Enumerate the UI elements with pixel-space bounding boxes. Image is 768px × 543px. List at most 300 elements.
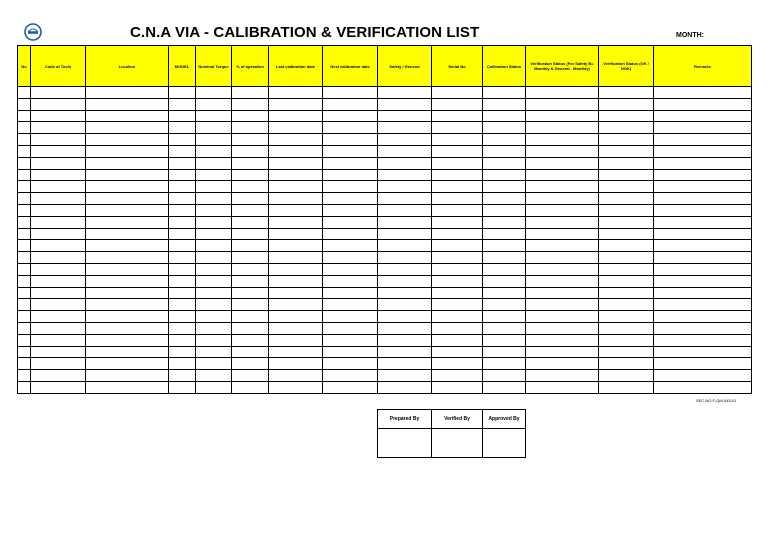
table-cell[interactable] (86, 275, 169, 287)
table-cell[interactable] (169, 122, 196, 134)
table-cell[interactable] (169, 157, 196, 169)
table-cell[interactable] (526, 299, 599, 311)
table-cell[interactable] (432, 228, 483, 240)
table-cell[interactable] (86, 287, 169, 299)
table-cell[interactable] (169, 275, 196, 287)
table-cell[interactable] (432, 263, 483, 275)
table-cell[interactable] (526, 370, 599, 382)
table-cell[interactable] (483, 240, 526, 252)
table-cell[interactable] (18, 252, 31, 264)
table-cell[interactable] (86, 311, 169, 323)
table-cell[interactable] (269, 204, 323, 216)
table-cell[interactable] (86, 87, 169, 99)
table-cell[interactable] (31, 193, 86, 205)
table-cell[interactable] (269, 216, 323, 228)
table-cell[interactable] (86, 134, 169, 146)
table-cell[interactable] (483, 134, 526, 146)
table-cell[interactable] (323, 216, 378, 228)
table-cell[interactable] (196, 98, 232, 110)
table-cell[interactable] (169, 216, 196, 228)
table-cell[interactable] (232, 216, 269, 228)
table-cell[interactable] (654, 346, 752, 358)
table-cell[interactable] (599, 204, 654, 216)
table-cell[interactable] (86, 204, 169, 216)
table-cell[interactable] (654, 98, 752, 110)
table-cell[interactable] (432, 193, 483, 205)
table-cell[interactable] (599, 275, 654, 287)
table-cell[interactable] (599, 228, 654, 240)
table-cell[interactable] (432, 122, 483, 134)
table-cell[interactable] (18, 358, 31, 370)
table-cell[interactable] (86, 299, 169, 311)
table-cell[interactable] (654, 287, 752, 299)
table-cell[interactable] (31, 299, 86, 311)
table-cell[interactable] (269, 311, 323, 323)
table-cell[interactable] (86, 193, 169, 205)
table-cell[interactable] (599, 346, 654, 358)
table-cell[interactable] (526, 381, 599, 393)
table-cell[interactable] (378, 240, 432, 252)
table-cell[interactable] (599, 110, 654, 122)
table-cell[interactable] (323, 311, 378, 323)
table-cell[interactable] (169, 98, 196, 110)
table-cell[interactable] (86, 110, 169, 122)
table-cell[interactable] (599, 252, 654, 264)
table-cell[interactable] (269, 358, 323, 370)
table-cell[interactable] (323, 87, 378, 99)
table-cell[interactable] (323, 145, 378, 157)
table-cell[interactable] (269, 287, 323, 299)
table-cell[interactable] (232, 263, 269, 275)
table-cell[interactable] (432, 381, 483, 393)
table-cell[interactable] (86, 334, 169, 346)
table-cell[interactable] (269, 275, 323, 287)
table-cell[interactable] (323, 204, 378, 216)
table-cell[interactable] (432, 98, 483, 110)
table-cell[interactable] (654, 134, 752, 146)
table-cell[interactable] (432, 181, 483, 193)
table-cell[interactable] (526, 169, 599, 181)
table-cell[interactable] (31, 169, 86, 181)
table-cell[interactable] (323, 381, 378, 393)
table-cell[interactable] (18, 98, 31, 110)
table-cell[interactable] (269, 157, 323, 169)
table-cell[interactable] (86, 322, 169, 334)
table-cell[interactable] (483, 87, 526, 99)
table-cell[interactable] (654, 263, 752, 275)
table-cell[interactable] (599, 358, 654, 370)
table-cell[interactable] (378, 181, 432, 193)
table-cell[interactable] (483, 169, 526, 181)
table-cell[interactable] (599, 287, 654, 299)
table-cell[interactable] (31, 204, 86, 216)
table-cell[interactable] (169, 181, 196, 193)
table-cell[interactable] (323, 134, 378, 146)
table-cell[interactable] (31, 181, 86, 193)
table-cell[interactable] (18, 287, 31, 299)
table-cell[interactable] (323, 240, 378, 252)
table-cell[interactable] (196, 311, 232, 323)
table-cell[interactable] (269, 228, 323, 240)
table-cell[interactable] (86, 169, 169, 181)
table-cell[interactable] (599, 370, 654, 382)
table-cell[interactable] (269, 134, 323, 146)
table-cell[interactable] (86, 381, 169, 393)
table-cell[interactable] (378, 287, 432, 299)
table-cell[interactable] (86, 358, 169, 370)
table-cell[interactable] (196, 334, 232, 346)
table-cell[interactable] (378, 145, 432, 157)
table-cell[interactable] (269, 299, 323, 311)
table-cell[interactable] (599, 322, 654, 334)
table-cell[interactable] (483, 157, 526, 169)
table-cell[interactable] (483, 110, 526, 122)
table-cell[interactable] (526, 228, 599, 240)
table-cell[interactable] (232, 275, 269, 287)
table-cell[interactable] (483, 322, 526, 334)
table-cell[interactable] (196, 204, 232, 216)
table-cell[interactable] (323, 193, 378, 205)
table-cell[interactable] (169, 370, 196, 382)
table-cell[interactable] (654, 311, 752, 323)
table-cell[interactable] (18, 145, 31, 157)
table-cell[interactable] (18, 263, 31, 275)
table-cell[interactable] (169, 252, 196, 264)
table-cell[interactable] (378, 334, 432, 346)
table-cell[interactable] (269, 110, 323, 122)
table-cell[interactable] (483, 204, 526, 216)
table-cell[interactable] (169, 311, 196, 323)
table-cell[interactable] (31, 216, 86, 228)
table-cell[interactable] (432, 87, 483, 99)
table-cell[interactable] (232, 169, 269, 181)
table-cell[interactable] (323, 228, 378, 240)
table-cell[interactable] (196, 87, 232, 99)
table-cell[interactable] (654, 275, 752, 287)
table-cell[interactable] (378, 122, 432, 134)
table-cell[interactable] (432, 299, 483, 311)
table-cell[interactable] (654, 122, 752, 134)
table-cell[interactable] (18, 110, 31, 122)
prepared-by-signature-cell[interactable] (378, 429, 432, 458)
table-cell[interactable] (169, 334, 196, 346)
table-cell[interactable] (196, 381, 232, 393)
table-cell[interactable] (599, 98, 654, 110)
table-cell[interactable] (654, 204, 752, 216)
table-cell[interactable] (18, 228, 31, 240)
table-cell[interactable] (169, 346, 196, 358)
table-cell[interactable] (526, 110, 599, 122)
table-cell[interactable] (323, 287, 378, 299)
table-cell[interactable] (378, 87, 432, 99)
table-cell[interactable] (269, 322, 323, 334)
table-cell[interactable] (31, 98, 86, 110)
table-cell[interactable] (599, 381, 654, 393)
table-cell[interactable] (232, 134, 269, 146)
table-cell[interactable] (196, 287, 232, 299)
table-cell[interactable] (18, 346, 31, 358)
table-cell[interactable] (378, 193, 432, 205)
table-cell[interactable] (526, 134, 599, 146)
table-cell[interactable] (378, 98, 432, 110)
table-cell[interactable] (378, 134, 432, 146)
table-cell[interactable] (169, 193, 196, 205)
table-cell[interactable] (269, 381, 323, 393)
table-cell[interactable] (599, 334, 654, 346)
table-cell[interactable] (654, 157, 752, 169)
table-cell[interactable] (654, 87, 752, 99)
table-cell[interactable] (654, 252, 752, 264)
table-cell[interactable] (432, 370, 483, 382)
table-cell[interactable] (654, 240, 752, 252)
table-cell[interactable] (526, 240, 599, 252)
table-cell[interactable] (232, 381, 269, 393)
table-cell[interactable] (86, 98, 169, 110)
table-cell[interactable] (599, 263, 654, 275)
table-cell[interactable] (654, 110, 752, 122)
table-cell[interactable] (31, 311, 86, 323)
table-cell[interactable] (378, 322, 432, 334)
table-cell[interactable] (432, 110, 483, 122)
table-cell[interactable] (432, 334, 483, 346)
table-cell[interactable] (526, 98, 599, 110)
table-cell[interactable] (323, 122, 378, 134)
table-cell[interactable] (169, 204, 196, 216)
table-cell[interactable] (196, 193, 232, 205)
table-cell[interactable] (18, 322, 31, 334)
table-cell[interactable] (378, 204, 432, 216)
table-cell[interactable] (526, 157, 599, 169)
table-cell[interactable] (269, 193, 323, 205)
table-cell[interactable] (31, 334, 86, 346)
table-cell[interactable] (232, 311, 269, 323)
table-cell[interactable] (18, 169, 31, 181)
table-cell[interactable] (483, 228, 526, 240)
table-cell[interactable] (196, 299, 232, 311)
table-cell[interactable] (31, 287, 86, 299)
table-cell[interactable] (526, 358, 599, 370)
table-cell[interactable] (86, 228, 169, 240)
table-cell[interactable] (18, 299, 31, 311)
table-cell[interactable] (654, 322, 752, 334)
table-cell[interactable] (483, 216, 526, 228)
table-cell[interactable] (432, 216, 483, 228)
verified-by-signature-cell[interactable] (432, 429, 483, 458)
table-cell[interactable] (196, 157, 232, 169)
table-cell[interactable] (599, 299, 654, 311)
table-cell[interactable] (432, 287, 483, 299)
table-cell[interactable] (269, 145, 323, 157)
table-cell[interactable] (196, 228, 232, 240)
table-cell[interactable] (31, 157, 86, 169)
table-cell[interactable] (31, 275, 86, 287)
table-cell[interactable] (599, 87, 654, 99)
table-cell[interactable] (169, 299, 196, 311)
table-cell[interactable] (323, 299, 378, 311)
table-cell[interactable] (323, 334, 378, 346)
table-cell[interactable] (196, 252, 232, 264)
table-cell[interactable] (232, 346, 269, 358)
table-cell[interactable] (169, 287, 196, 299)
table-cell[interactable] (18, 204, 31, 216)
table-cell[interactable] (18, 157, 31, 169)
table-cell[interactable] (196, 263, 232, 275)
table-cell[interactable] (31, 381, 86, 393)
table-cell[interactable] (232, 98, 269, 110)
table-cell[interactable] (232, 240, 269, 252)
table-cell[interactable] (323, 322, 378, 334)
table-cell[interactable] (526, 216, 599, 228)
table-cell[interactable] (232, 252, 269, 264)
table-cell[interactable] (269, 169, 323, 181)
table-cell[interactable] (378, 263, 432, 275)
table-cell[interactable] (169, 358, 196, 370)
table-cell[interactable] (432, 157, 483, 169)
table-cell[interactable] (31, 263, 86, 275)
table-cell[interactable] (18, 370, 31, 382)
table-cell[interactable] (599, 145, 654, 157)
table-cell[interactable] (654, 181, 752, 193)
table-cell[interactable] (169, 322, 196, 334)
table-cell[interactable] (232, 193, 269, 205)
table-cell[interactable] (323, 110, 378, 122)
table-cell[interactable] (86, 263, 169, 275)
table-cell[interactable] (269, 240, 323, 252)
table-cell[interactable] (599, 134, 654, 146)
table-cell[interactable] (31, 122, 86, 134)
table-cell[interactable] (86, 122, 169, 134)
table-cell[interactable] (323, 346, 378, 358)
table-cell[interactable] (196, 122, 232, 134)
table-cell[interactable] (269, 370, 323, 382)
table-cell[interactable] (232, 204, 269, 216)
table-cell[interactable] (232, 110, 269, 122)
table-cell[interactable] (31, 252, 86, 264)
table-cell[interactable] (196, 358, 232, 370)
table-cell[interactable] (432, 240, 483, 252)
table-cell[interactable] (378, 299, 432, 311)
table-cell[interactable] (232, 122, 269, 134)
table-cell[interactable] (18, 134, 31, 146)
table-cell[interactable] (432, 358, 483, 370)
table-cell[interactable] (654, 299, 752, 311)
table-cell[interactable] (269, 252, 323, 264)
table-cell[interactable] (169, 169, 196, 181)
table-cell[interactable] (526, 263, 599, 275)
table-cell[interactable] (269, 181, 323, 193)
table-cell[interactable] (31, 87, 86, 99)
table-cell[interactable] (526, 204, 599, 216)
table-cell[interactable] (232, 322, 269, 334)
table-cell[interactable] (526, 122, 599, 134)
table-cell[interactable] (378, 358, 432, 370)
table-cell[interactable] (86, 181, 169, 193)
table-cell[interactable] (232, 334, 269, 346)
table-cell[interactable] (169, 110, 196, 122)
table-cell[interactable] (196, 322, 232, 334)
table-cell[interactable] (196, 145, 232, 157)
table-cell[interactable] (654, 216, 752, 228)
table-cell[interactable] (378, 381, 432, 393)
table-cell[interactable] (232, 358, 269, 370)
table-cell[interactable] (232, 228, 269, 240)
table-cell[interactable] (269, 334, 323, 346)
table-cell[interactable] (31, 322, 86, 334)
table-cell[interactable] (196, 216, 232, 228)
table-cell[interactable] (31, 370, 86, 382)
table-cell[interactable] (169, 263, 196, 275)
table-cell[interactable] (483, 145, 526, 157)
table-cell[interactable] (269, 122, 323, 134)
table-cell[interactable] (483, 193, 526, 205)
table-cell[interactable] (526, 193, 599, 205)
table-cell[interactable] (18, 193, 31, 205)
table-cell[interactable] (483, 287, 526, 299)
table-cell[interactable] (31, 358, 86, 370)
table-cell[interactable] (432, 204, 483, 216)
table-cell[interactable] (432, 169, 483, 181)
table-cell[interactable] (526, 181, 599, 193)
table-cell[interactable] (18, 275, 31, 287)
table-cell[interactable] (18, 311, 31, 323)
table-cell[interactable] (86, 216, 169, 228)
table-cell[interactable] (86, 346, 169, 358)
table-cell[interactable] (232, 287, 269, 299)
table-cell[interactable] (599, 311, 654, 323)
table-cell[interactable] (378, 110, 432, 122)
table-cell[interactable] (526, 346, 599, 358)
table-cell[interactable] (654, 228, 752, 240)
table-cell[interactable] (599, 122, 654, 134)
table-cell[interactable] (196, 110, 232, 122)
table-cell[interactable] (483, 181, 526, 193)
table-cell[interactable] (378, 228, 432, 240)
table-cell[interactable] (378, 275, 432, 287)
table-cell[interactable] (526, 287, 599, 299)
table-cell[interactable] (323, 358, 378, 370)
table-cell[interactable] (599, 157, 654, 169)
table-cell[interactable] (654, 370, 752, 382)
table-cell[interactable] (169, 134, 196, 146)
table-cell[interactable] (378, 370, 432, 382)
table-cell[interactable] (378, 252, 432, 264)
table-cell[interactable] (378, 216, 432, 228)
table-cell[interactable] (378, 346, 432, 358)
table-cell[interactable] (18, 240, 31, 252)
table-cell[interactable] (483, 358, 526, 370)
table-cell[interactable] (526, 87, 599, 99)
table-cell[interactable] (654, 193, 752, 205)
table-cell[interactable] (526, 252, 599, 264)
table-cell[interactable] (483, 122, 526, 134)
table-cell[interactable] (432, 346, 483, 358)
table-cell[interactable] (323, 98, 378, 110)
table-cell[interactable] (18, 216, 31, 228)
table-cell[interactable] (18, 181, 31, 193)
table-cell[interactable] (169, 228, 196, 240)
table-cell[interactable] (196, 134, 232, 146)
table-cell[interactable] (654, 358, 752, 370)
table-cell[interactable] (432, 322, 483, 334)
table-cell[interactable] (323, 169, 378, 181)
table-cell[interactable] (86, 252, 169, 264)
table-cell[interactable] (432, 275, 483, 287)
table-cell[interactable] (18, 87, 31, 99)
table-cell[interactable] (323, 181, 378, 193)
table-cell[interactable] (169, 145, 196, 157)
table-cell[interactable] (196, 181, 232, 193)
table-cell[interactable] (323, 263, 378, 275)
